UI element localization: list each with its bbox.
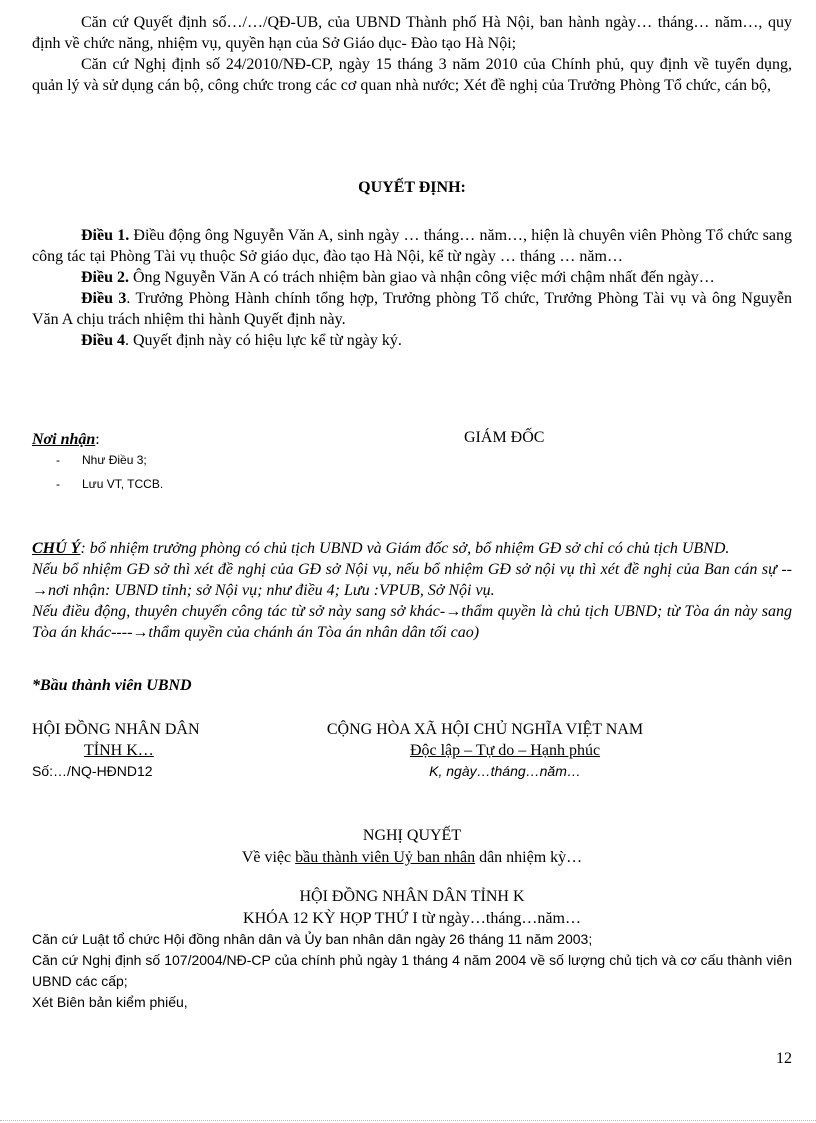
issuer-province: TỈNH K… (84, 742, 154, 759)
article-label: Điều 2. (81, 269, 129, 286)
section-heading: *Bầu thành viên UBND (32, 677, 192, 694)
article-text: . Quyết định này có hiệu lực kể từ ngày ký. (125, 332, 402, 349)
issuer-block (32, 719, 222, 782)
articles (32, 225, 792, 351)
preamble-paragraph: Căn cứ Nghị định số 24/2010/NĐ-CP, ngày 15 tháng 3 năm 2010 của Chính phủ, quy định về tuyển dụng, quản lý và sử dụng cán bộ, công chức trong các cơ quan nhà nước; Xét đề nghị của Trưởng Phòng Tổ chức, cán bộ, (32, 56, 792, 94)
article-4 (32, 330, 792, 351)
recipients-label: Nơi nhận (32, 431, 96, 448)
article-label: Điều 3 (81, 290, 127, 307)
page-number: 12 (776, 1050, 792, 1067)
article-text: . Trưởng Phòng Hành chính tổng hợp, Trưởng phòng Tổ chức, Trưởng Phòng Tài vụ và ông Nguyễn Văn A chịu trách nhiệm thi hành Quyết định này. (32, 290, 793, 328)
national-header (300, 719, 670, 782)
article-text: Điều động ông Nguyễn Văn A, sinh ngày … tháng… năm…, hiện là chuyên viên Phòng Tổ chức sang công tác tại Phòng Tài vụ thuộc Sở giáo dục, đào tạo Hà Nội, kể từ ngày … tháng … năm… (32, 227, 793, 265)
note-text: : bổ nhiệm trưởng phòng có chủ tịch UBND và Giám đốc sở, bổ nhiệm GĐ sở chỉ có chủ tịch UBND. (80, 540, 730, 557)
resolution-title-block (32, 825, 792, 930)
national-motto: Độc lập – Tự do – Hạnh phúc (409, 742, 601, 759)
page-bottom-divider (0, 1120, 816, 1121)
basis-line: Xét Biên bản kiểm phiếu, (32, 994, 188, 1010)
note-line: Nếu bổ nhiệm GĐ sở thì xét đề nghị của GĐ sở Nội vụ, nếu bổ nhiệm GĐ sở nội vụ thì xét đề nghị của Ban cán sự -- →nơi nhận: UBND tỉnh; sở Nội vụ; như điều 4; Lưu :VPUB, Sở Nội vụ. (32, 561, 792, 599)
recipient-text: Lưu VT, TCCB. (82, 477, 164, 491)
article-3 (32, 288, 792, 330)
place-date: K, ngày…tháng…năm… (429, 763, 581, 779)
list-item: - Như Điều 3; (56, 453, 147, 467)
note-line (32, 538, 792, 559)
subject-prefix: Về việc (241, 849, 296, 866)
preamble-paragraph: Căn cứ Quyết định số…/…/QĐ-UB, của UBND Thành phố Hà Nội, ban hành ngày… tháng… năm…, quy định về chức năng, nhiệm vụ, quyền hạn của Sở Giáo dục- Đào tạo Hà Nội; (32, 14, 792, 52)
recipient-text: Như Điều 3; (82, 453, 147, 467)
article-label: Điều 1. (81, 227, 130, 244)
resolution-subject (32, 847, 792, 869)
note-line: Nếu điều động, thuyên chuyển công tác từ sở này sang sở khác-→thẩm quyền là chủ tịch UBND; từ Tòa án này sang Tòa án khác----→thẩm quyền của chánh án Tòa án nhân dân tối cao) (32, 603, 792, 641)
decision-title: QUYẾT ĐỊNH: (358, 179, 466, 196)
preamble (32, 12, 792, 96)
resolution-title: NGHỊ QUYẾT (362, 827, 462, 844)
article-text: Ông Nguyễn Văn A có trách nhiệm bàn giao và nhận công việc mới chậm nhất đến ngày… (129, 269, 715, 286)
doc-number: Số:…/NQ-HĐND12 (32, 763, 153, 779)
subject-suffix: dân nhiệm kỳ… (475, 849, 583, 866)
note (32, 538, 792, 643)
basis-line: Căn cứ Nghị định số 107/2004/NĐ-CP của chính phủ ngày 1 tháng 4 năm 2004 về số lượng chủ tịch và cơ cấu thành viên UBND các cấp; (32, 952, 792, 989)
basis-line: Căn cứ Luật tổ chức Hội đồng nhân dân và Ủy ban nhân dân ngày 26 tháng 11 năm 2003; (32, 931, 593, 947)
recipients-list (52, 448, 412, 496)
session-line: KHÓA 12 KỲ HỌP THỨ I từ ngày…tháng…năm… (243, 910, 581, 927)
subject-underlined: bầu thành viên Uỷ ban nhân (295, 849, 476, 866)
country-name: CỘNG HÒA XÃ HỘI CHỦ NGHĨA VIỆT NAM (326, 721, 644, 738)
council-name: HỘI ĐỒNG NHÂN DÂN TỈNH K (299, 888, 525, 905)
signer-title: GIÁM ĐỐC (464, 429, 545, 446)
article-1 (32, 225, 792, 267)
resolution-bases (32, 929, 792, 1013)
issuer-org: HỘI ĐỒNG NHÂN DÂN (32, 721, 200, 738)
list-item: - Lưu VT, TCCB. (56, 477, 164, 491)
article-label: Điều 4 (81, 332, 125, 349)
note-label: CHÚ Ý (32, 540, 81, 557)
article-2 (32, 267, 792, 288)
recipients (32, 429, 412, 450)
recipients-colon: : (95, 431, 100, 448)
